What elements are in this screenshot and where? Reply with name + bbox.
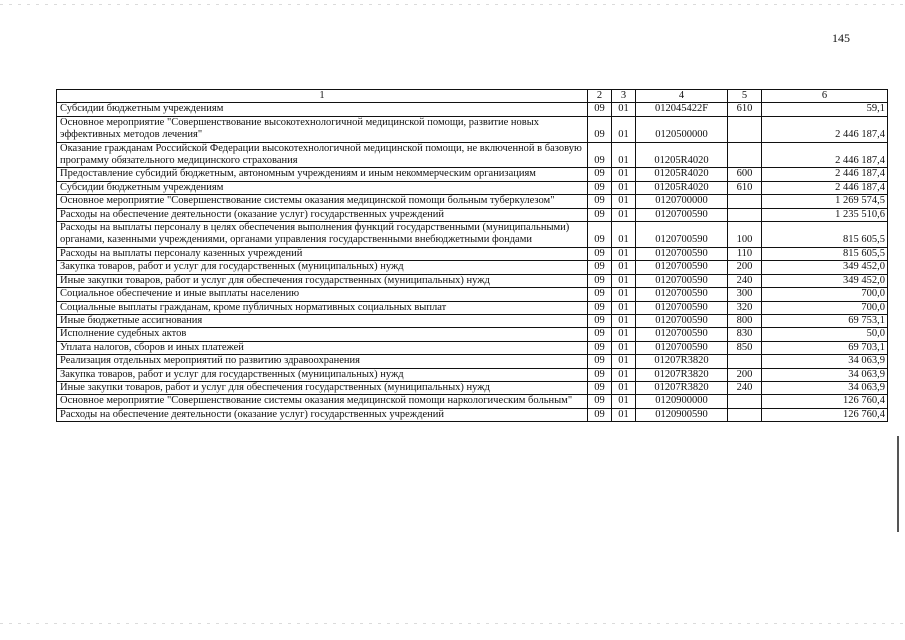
row-subsection: 01 (612, 355, 636, 368)
table-body (57, 103, 888, 422)
column-header: 1 (57, 90, 588, 103)
row-name: Основное мероприятие "Совершенствование высокотехнологичной медицинской помощи, развитие новых эффективных методов лечения" (57, 116, 588, 142)
row-name: Основное мероприятие "Совершенствование системы оказания медицинской помощи больным туберкулезом" (57, 195, 588, 208)
row-target-code: 0120900590 (636, 408, 728, 421)
row-section: 09 (588, 328, 612, 341)
row-subsection: 01 (612, 116, 636, 142)
row-name: Уплата налогов, сборов и иных платежей (57, 341, 588, 354)
row-amount: 34 063,9 (762, 368, 888, 381)
table-row (57, 328, 888, 341)
row-name: Социальные выплаты гражданам, кроме публичных нормативных социальных выплат (57, 301, 588, 314)
row-section: 09 (588, 195, 612, 208)
row-name: Расходы на обеспечение деятельности (оказание услуг) государственных учреждений (57, 408, 588, 421)
row-section: 09 (588, 261, 612, 274)
row-expense-type: 240 (728, 274, 762, 287)
row-section: 09 (588, 341, 612, 354)
row-expense-type (728, 142, 762, 168)
row-amount: 69 703,1 (762, 341, 888, 354)
row-amount: 2 446 187,4 (762, 181, 888, 194)
row-name: Закупка товаров, работ и услуг для государственных (муниципальных) нужд (57, 261, 588, 274)
row-section: 09 (588, 208, 612, 221)
row-expense-type (728, 116, 762, 142)
row-subsection: 01 (612, 395, 636, 408)
table-row (57, 368, 888, 381)
column-header: 6 (762, 90, 888, 103)
table-row (57, 247, 888, 260)
row-subsection: 01 (612, 408, 636, 421)
row-section: 09 (588, 314, 612, 327)
row-expense-type: 100 (728, 222, 762, 248)
row-amount: 34 063,9 (762, 355, 888, 368)
row-subsection: 01 (612, 368, 636, 381)
row-target-code: 01205R4020 (636, 181, 728, 194)
row-subsection: 01 (612, 341, 636, 354)
row-amount: 1 269 574,5 (762, 195, 888, 208)
column-header: 5 (728, 90, 762, 103)
row-amount: 69 753,1 (762, 314, 888, 327)
row-subsection: 01 (612, 328, 636, 341)
row-subsection: 01 (612, 181, 636, 194)
row-section: 09 (588, 274, 612, 287)
table-row (57, 222, 888, 248)
row-name: Иные бюджетные ассигнования (57, 314, 588, 327)
row-target-code: 0120700590 (636, 274, 728, 287)
row-target-code: 01207R3820 (636, 355, 728, 368)
table-row (57, 341, 888, 354)
row-target-code: 0120700000 (636, 195, 728, 208)
table-row (57, 355, 888, 368)
row-name: Расходы на обеспечение деятельности (оказание услуг) государственных учреждений (57, 208, 588, 221)
row-subsection: 01 (612, 288, 636, 301)
row-target-code: 0120700590 (636, 222, 728, 248)
row-name: Предоставление субсидий бюджетным, автономным учреждениям и иным некоммерческим организациям (57, 168, 588, 181)
column-header: 4 (636, 90, 728, 103)
table-row (57, 103, 888, 116)
row-section: 09 (588, 288, 612, 301)
table-row (57, 314, 888, 327)
row-name: Иные закупки товаров, работ и услуг для обеспечения государственных (муниципальных) нужд (57, 274, 588, 287)
row-amount: 349 452,0 (762, 261, 888, 274)
row-amount: 700,0 (762, 288, 888, 301)
row-name: Исполнение судебных актов (57, 328, 588, 341)
table-row (57, 288, 888, 301)
row-amount: 1 235 510,6 (762, 208, 888, 221)
row-amount: 126 760,4 (762, 395, 888, 408)
row-target-code: 0120500000 (636, 116, 728, 142)
row-amount: 815 605,5 (762, 222, 888, 248)
row-section: 09 (588, 222, 612, 248)
row-section: 09 (588, 395, 612, 408)
row-expense-type (728, 355, 762, 368)
row-expense-type: 800 (728, 314, 762, 327)
row-target-code: 0120700590 (636, 261, 728, 274)
scan-noise-top (0, 4, 905, 5)
row-subsection: 01 (612, 381, 636, 394)
row-section: 09 (588, 408, 612, 421)
row-expense-type: 850 (728, 341, 762, 354)
table-row (57, 142, 888, 168)
row-expense-type: 830 (728, 328, 762, 341)
row-name: Субсидии бюджетным учреждениям (57, 181, 588, 194)
column-header: 2 (588, 90, 612, 103)
row-target-code: 01205R4020 (636, 168, 728, 181)
row-amount: 59,1 (762, 103, 888, 116)
row-subsection: 01 (612, 274, 636, 287)
row-expense-type (728, 408, 762, 421)
row-subsection: 01 (612, 208, 636, 221)
row-expense-type: 200 (728, 368, 762, 381)
table-row (57, 301, 888, 314)
row-subsection: 01 (612, 168, 636, 181)
row-target-code: 0120700590 (636, 208, 728, 221)
row-amount: 34 063,9 (762, 381, 888, 394)
scan-edge-mark (897, 436, 899, 532)
row-amount: 349 452,0 (762, 274, 888, 287)
row-name: Иные закупки товаров, работ и услуг для обеспечения государственных (муниципальных) нужд (57, 381, 588, 394)
row-target-code: 0120700590 (636, 314, 728, 327)
row-section: 09 (588, 181, 612, 194)
row-expense-type: 600 (728, 168, 762, 181)
row-target-code: 01207R3820 (636, 381, 728, 394)
row-amount: 50,0 (762, 328, 888, 341)
table-row (57, 168, 888, 181)
table-row (57, 181, 888, 194)
row-target-code: 0120700590 (636, 288, 728, 301)
row-section: 09 (588, 116, 612, 142)
row-name: Социальное обеспечение и иные выплаты населению (57, 288, 588, 301)
row-target-code: 0120700590 (636, 247, 728, 260)
row-subsection: 01 (612, 247, 636, 260)
table-row (57, 408, 888, 421)
page-number: 145 (832, 31, 850, 45)
row-subsection: 01 (612, 142, 636, 168)
row-amount: 2 446 187,4 (762, 142, 888, 168)
row-target-code: 01205R4020 (636, 142, 728, 168)
row-section: 09 (588, 168, 612, 181)
row-name: Расходы на выплаты персоналу казенных учреждений (57, 247, 588, 260)
row-name: Оказание гражданам Российской Федерации высокотехнологичной медицинской помощи, не включенной в базовую программу обязательного медицинского страхования (57, 142, 588, 168)
budget-table (56, 89, 888, 422)
table-row (57, 395, 888, 408)
row-target-code: 01207R3820 (636, 368, 728, 381)
row-subsection: 01 (612, 222, 636, 248)
row-name: Закупка товаров, работ и услуг для государственных (муниципальных) нужд (57, 368, 588, 381)
row-name: Основное мероприятие "Совершенствование системы оказания медицинской помощи наркологическим больным" (57, 395, 588, 408)
row-section: 09 (588, 368, 612, 381)
row-amount: 700,0 (762, 301, 888, 314)
row-name: Расходы на выплаты персоналу в целях обеспечения выполнения функций государственными (муниципальными) органами, казенными учреждениями, органами управления государственными внебюджетными фондами (57, 222, 588, 248)
row-expense-type: 300 (728, 288, 762, 301)
row-subsection: 01 (612, 301, 636, 314)
row-amount: 2 446 187,4 (762, 116, 888, 142)
column-header: 3 (612, 90, 636, 103)
row-expense-type: 200 (728, 261, 762, 274)
row-subsection: 01 (612, 314, 636, 327)
row-subsection: 01 (612, 103, 636, 116)
row-section: 09 (588, 301, 612, 314)
row-expense-type (728, 395, 762, 408)
row-name: Реализация отдельных мероприятий по развитию здравоохранения (57, 355, 588, 368)
row-expense-type: 610 (728, 181, 762, 194)
row-name: Субсидии бюджетным учреждениям (57, 103, 588, 116)
row-expense-type: 240 (728, 381, 762, 394)
row-amount: 2 446 187,4 (762, 168, 888, 181)
row-amount: 126 760,4 (762, 408, 888, 421)
row-expense-type (728, 208, 762, 221)
table-header-row (57, 90, 888, 103)
row-section: 09 (588, 355, 612, 368)
row-section: 09 (588, 381, 612, 394)
table-row (57, 195, 888, 208)
row-subsection: 01 (612, 195, 636, 208)
table-row (57, 116, 888, 142)
table-row (57, 274, 888, 287)
row-expense-type: 320 (728, 301, 762, 314)
row-target-code: 0120700590 (636, 341, 728, 354)
row-target-code: 0120900000 (636, 395, 728, 408)
row-section: 09 (588, 142, 612, 168)
scan-noise-bottom (0, 623, 905, 624)
row-target-code: 0120700590 (636, 301, 728, 314)
row-section: 09 (588, 247, 612, 260)
row-expense-type: 110 (728, 247, 762, 260)
table-row (57, 381, 888, 394)
row-amount: 815 605,5 (762, 247, 888, 260)
table-row (57, 261, 888, 274)
row-expense-type (728, 195, 762, 208)
row-expense-type: 610 (728, 103, 762, 116)
row-section: 09 (588, 103, 612, 116)
row-subsection: 01 (612, 261, 636, 274)
row-target-code: 0120700590 (636, 328, 728, 341)
table-row (57, 208, 888, 221)
row-target-code: 012045422F (636, 103, 728, 116)
